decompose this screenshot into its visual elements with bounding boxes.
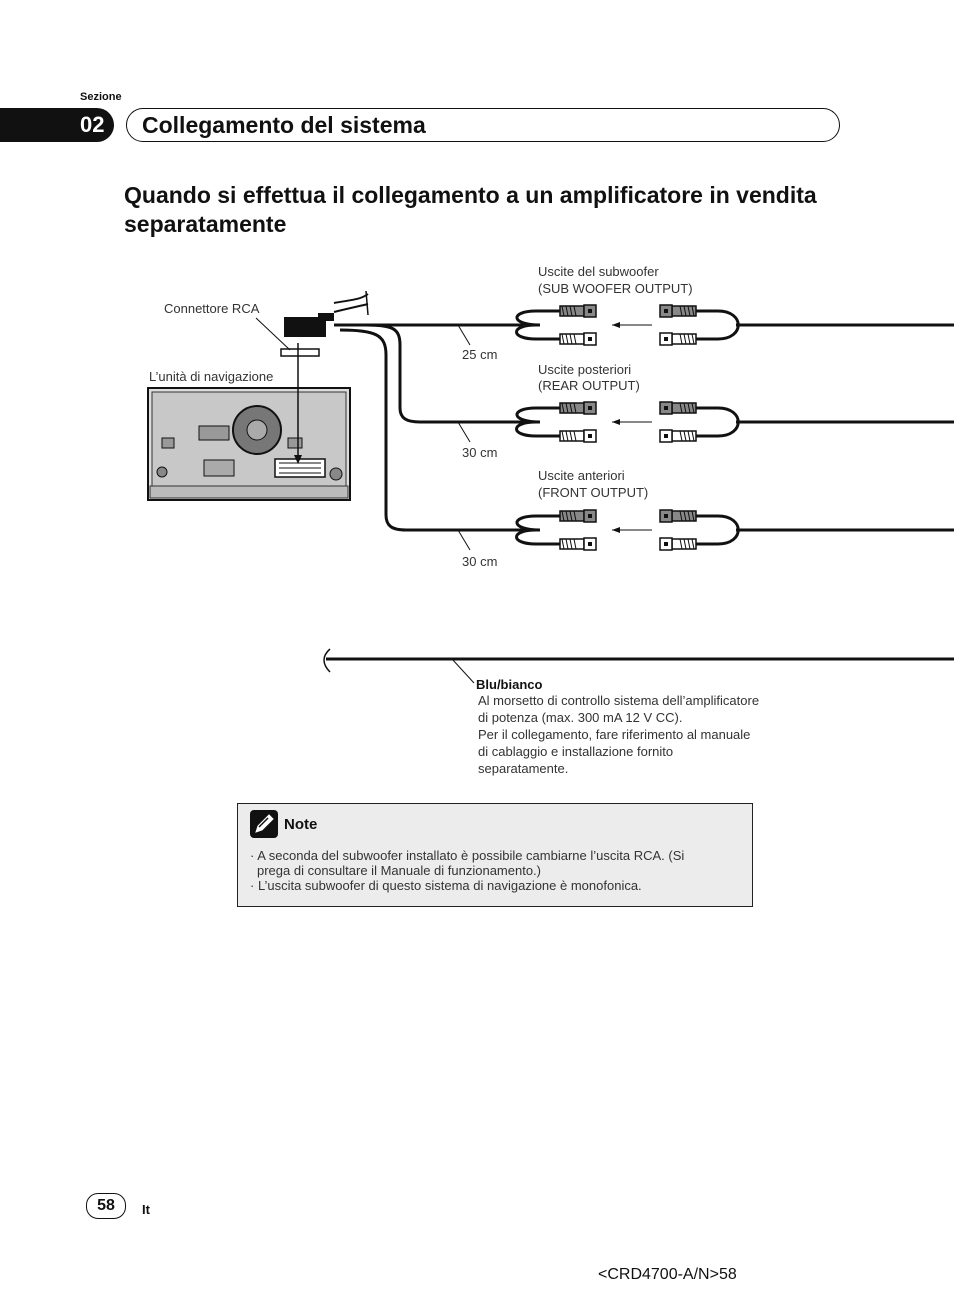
rear-output-sub: (REAR OUTPUT)	[538, 378, 640, 393]
sub-cable-length: 25 cm	[462, 347, 498, 362]
blue-wire-line: Al morsetto di controllo sistema dell’amplificatore	[478, 693, 760, 708]
language-code: It	[142, 1202, 150, 1217]
rear-output-title: Uscite posteriori	[538, 362, 632, 377]
document-code: <CRD4700-A/N>58	[598, 1266, 737, 1283]
section-title: Collegamento del sistema	[142, 112, 426, 138]
sub-output-title: Uscite del subwoofer	[538, 264, 659, 279]
sub-output-sub: (SUB WOOFER OUTPUT)	[538, 281, 693, 296]
nav-unit-label: L’unità di navigazione	[149, 369, 274, 384]
rca-connector-label: Connettore RCA	[164, 301, 260, 316]
page-heading: Quando si effettua il collegamento a un amplificatore in vendita separatamente	[124, 182, 817, 237]
section-label: Sezione	[80, 91, 122, 103]
note-item: prega di consultare il Manuale di funzionamento.)	[257, 863, 542, 878]
front-output-sub: (FRONT OUTPUT)	[538, 485, 649, 500]
blue-wire-description	[478, 692, 808, 777]
note-text	[250, 848, 740, 893]
blue-wire-line: separatamente.	[478, 761, 569, 776]
blue-wire-line: di potenza (max. 300 mA 12 V CC).	[478, 710, 683, 725]
page-number: 58	[86, 1193, 126, 1219]
navigation-unit-illustration	[148, 388, 350, 500]
rear-cable-length: 30 cm	[462, 445, 498, 460]
blue-wire-line: Per il collegamento, fare riferimento al manuale	[478, 727, 751, 742]
blue-wire-line: di cablaggio e installazione fornito	[478, 744, 674, 759]
pencil-icon	[250, 810, 278, 838]
blue-wire-title: Blu/bianco	[476, 677, 543, 692]
note-item: · A seconda del subwoofer installato è possibile cambiarne l’uscita RCA. (Si	[250, 848, 685, 863]
section-number: 02	[80, 112, 105, 137]
note-item: · L’uscita subwoofer di questo sistema di navigazione è monofonica.	[250, 878, 642, 893]
front-output-title: Uscite anteriori	[538, 468, 625, 483]
front-cable-length: 30 cm	[462, 554, 498, 569]
note-title: Note	[284, 816, 318, 833]
